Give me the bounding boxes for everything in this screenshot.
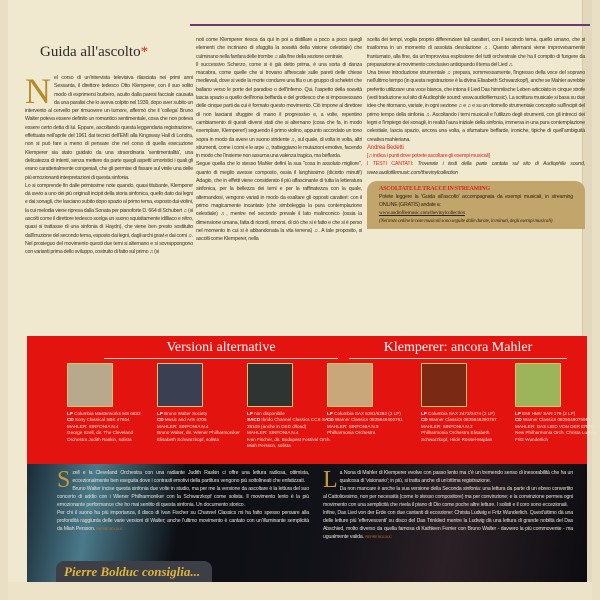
cd-line xyxy=(421,417,505,423)
format-label: LP xyxy=(67,411,73,416)
paragraph-text: a Nona di Mahler di Klemperer evolve con passo lento ma c'è un tremendo senso di inesorabilità che ha un qualcosa di 'visionario'; in più, si tratta anche di un'ottima registrazione. xyxy=(339,470,573,484)
recommendation-right xyxy=(323,469,573,541)
page-title xyxy=(40,44,148,61)
album-cover xyxy=(247,363,293,407)
section-klemperer-mahler: Klemperer: ancora Mahler xyxy=(349,340,567,359)
performers: Ivan Fischer, dir. Budapest Festival Orch. Miah Persson, solista xyxy=(247,436,331,449)
recommendation-left xyxy=(57,469,309,533)
streaming-link[interactable]: www.audiofilemusic.com/thevinylcollection xyxy=(379,210,465,217)
title-asterisk: * xyxy=(140,44,149,60)
title-text: Guida all'ascolto xyxy=(40,44,141,60)
album-cover xyxy=(327,363,373,407)
lp-info: Bruno Walter Society xyxy=(162,411,208,416)
performers: George Szell, dir. The Cleveland Orchestra Judith Raskin, solista xyxy=(67,430,134,442)
cd-info: Sony Classical SBK 47654 xyxy=(73,417,130,423)
cd-line xyxy=(515,417,599,423)
paragraph-text: zell e la Cleveland Orchestra con una radiante Judith Raskin ci offre una lettura radiosa, ottimista, eccezionalmente ben eseguita dove i contrasti emotivi della partitura vengono più sottolineati che enfatizzati. xyxy=(72,470,309,484)
lp-info: Columbia SAX 5281/5282 (2 LP) xyxy=(332,411,401,416)
format-label: CD xyxy=(327,417,334,423)
sung-texts-note xyxy=(367,160,585,177)
cd-line xyxy=(247,417,331,430)
paragraph: Il successivo Scherzo, come si è già detto prima, è una sorta di danza macabra, come quelle che si trovano affrescate sulle pareti delle chiese medievali, dove si vede la morte condurre una fila o un gruppo di scheletri che ballano verso le porte del paradiso o dell'inferno. Qui, l'aspetto della soavità lascia spazio a quello dell'ironia beffarda e del grottesco che si impossessano delle cinque parti da cui è formato questo movimento. Ciò impone al direttore di non lasciarsi sfuggire di mano il progressivo e, a volte, repentino cambiamento di questi diversi stati che si alternano (cosa che fa, in modo esemplare, Klemperer!) seguendo il primo violino, appunto accordato un tono sopra in modo da avere un suono stridente ♫, sul quale, di volta in volta, altri strumenti, come i corni e le arpe ♫, tratteggiano le mutazioni emotive, facendo in modo che l'insieme non assuma una valenza tragica, ma beffarda. xyxy=(196,61,362,160)
album-caption xyxy=(515,411,599,443)
performers: Philharmonia Orchestra xyxy=(327,430,376,436)
sung-label: I TESTI CANTATI: xyxy=(367,161,414,168)
cd-line xyxy=(327,417,411,423)
work-title: MAHLER: DAS LIED VON DER ERDE xyxy=(515,423,594,429)
format-label: LP xyxy=(157,411,163,416)
format-label: LP xyxy=(247,411,253,416)
cd-info: Ibrido Channel Classics CCS SA 26109 (anche in DSD d/load) xyxy=(247,417,328,429)
format-label: LP xyxy=(327,411,333,416)
album-entry xyxy=(421,363,505,443)
paragraph: scelta dei tempi, voglia proprio differenziare tali caratteri, con il secondo tema, quello umano, che si trasforma in un momento di assoluta desolazione ♫. Questo alternarsi viene improvvisamente frantumato, alla fine, da un'improvvisa esplosione del tutti orchestrale che ha il compito di fungere da preparazione al movimento conclusivo anticipando il tema del Lied ♫. xyxy=(367,37,585,68)
paragraph-text: Infine, Das Lied von der Erde con due cantanti di eccezione: Christa Ludwig e Fritz Wunderlich. Quest'ultimo dà una delle letture più 'effervescenti' su disco del Das Trinklied mentre la Ludwig dà una lettura di grande nobiltà del Das Abschied, molto diverso da quella famosa di Kathleen Ferrier con Bruno Walter - davvero la più commovente - ma ugualmente valida. xyxy=(323,510,573,540)
album-entry xyxy=(247,363,331,449)
paragraph xyxy=(323,509,573,541)
album-entry xyxy=(67,363,151,443)
author: Andrea Bedetti xyxy=(367,144,404,151)
column-2 xyxy=(196,36,362,243)
cd-info: Music and Arts 4705 xyxy=(163,417,207,423)
format-label: CD xyxy=(157,417,164,423)
page-bottom-margin xyxy=(8,582,592,600)
performers: Bruno Walter, dir. Wiener Philharmoniker Elisabeth Schwarzkopf, solista xyxy=(157,430,240,442)
paragraph-text: Per chi il suono ha più importanza, il disco di Ivan Fischer su Channel Classics mi ha fatto spesso pensare alla profondità raggiunta delle varie versioni di Walter; anche l'ultimo movimento è cantato con un'illuminante semplicità da Miah Persson. xyxy=(57,510,309,532)
album-caption xyxy=(67,411,151,443)
streaming-box xyxy=(367,181,585,229)
paragraph xyxy=(323,467,573,493)
album-caption xyxy=(157,411,241,443)
paragraph: Segue quella che lo stesso Mahler definì la sua "cosa in assoluto migliore", quanto di meglio avesse composto, ossia il lunghissimo (diciotto minuti!) Adagio, che in effetti viene considerato il più affascinante di tutta la letteratura sinfonica, per la bellezza dei temi e per la raffinatezza con la quale, alternandosi, vengono variati in modo da esaltare gli opposti caratteri: con il primo magicamente incantato (che simboleggia la pura contemplazione celestiale) ♫, mentre nel secondo prevale il lato malinconico (ossia la dimensione umana, fatta di ricordi, rimorsi, di ciò che si è fatto e che si è perso nel momento in cui si è abbandonata la vita terrena) ♫. A tale proposito, si ascolti come Klemperer, nella xyxy=(196,161,362,243)
album-cover xyxy=(67,363,113,407)
album-entry xyxy=(327,363,411,437)
discography-panel xyxy=(27,336,598,464)
format-label: CD xyxy=(67,417,74,423)
streaming-text: Potete leggere la 'Guida all'ascolto' accompagnata da esempi musicali, in streaming ONLINE (GRATIS) andate a: xyxy=(379,194,573,209)
format-label: CD xyxy=(421,417,428,423)
paragraph: Bruno Walter incise questa sinfonia due volte in studio, ma per me la versione da ascoltare è la lettura del suo concerto di addio con i Wiener Philharmoniker con la Schwarzkopf come solista. Il movimento lento è la più emozionante performance che ho mai sentito di questa sinfonia. Un documento storico. xyxy=(57,486,309,508)
pierre-bolduc-tab: Pierre Bolduc consiglia... xyxy=(56,561,212,582)
paragraph xyxy=(25,71,193,182)
paragraph-text: el corso di un'intervista televisiva rilasciata nei primi anni Sessanta, il direttore tedesco Otto Klemperer, con il suo solito modo di esprimersi burbero, acuito dalla paresi facciale causata da una paralisi che lo aveva colpito nel 1939, dopo aver subito un intervento al cervello per rimuovere un tumore, affermò che il 'collega' Bruno Walter poteva essere definito un romantico sentimentale, cosa che non poteva essere certo detta di lui. Eppure, ascoltando questa leggendaria registrazione, effettuata nell'aprile del 1961 dai tecnici dell'EMI alla Kingsway Hall di Londra, non si può fare a meno di pensare che nel corso di quella esecuzione Klemperer sia stato guidato da una straordinaria 'sentimentalità', una delicatezza di intenti, senza mettere da parte quegli aspetti umoristici i quali gli erano caratterialmente congeniali, che gli permise di fissare sul vinile una delle più emozionanti interpretazioni di questa sinfonia. xyxy=(25,75,193,181)
drop-cap: L xyxy=(323,467,338,493)
work-title: MAHLER: SINFONIA N.9 xyxy=(327,423,379,429)
lp-info: EMI HMV SAN 179 (2 LP) xyxy=(520,411,576,416)
work-title: MAHLER: SINFONIA N.4 xyxy=(157,423,209,429)
paragraph: Una breve introduzione strumentale ♫ prepara, sommessamente, l'ingresso della voce del soprano nell'ultimo tempo (in questa registrazione è la divina Elisabeth Schwarzkopf), anche se Mahler avrebbe preferito utilizzare una voce bianca, che intona il Lied Das himmlische Leben articolato in cinque strofe (vedi traduzione sul sito di Audiophile sound: www.audiofilemusic). La scrittura musicale si basa su due idee che ritornano, variate, in ogni sezione ♫ e ♫ e su un ritornello strumentale concepito sull'incipit del primo tempo della sinfonia ♫. Ascoltando i temi musicali e l'utilizzo degli strumenti, con gli intrecci dei legni e l'impiego dei sonagli, in realtà l'aura iniziale della sinfonia, immersa in una pura contemplazione celestiale, lascia spazio, ancora una volta, a sfumature beffarde, ironiche, tipiche di quell'ambiguità creativa mahleriana. xyxy=(367,70,585,143)
performers: Philharmonia Orchestra Elisabeth Schwarzkopf, Hilde Rössel-Majdan xyxy=(421,430,493,442)
album-cover xyxy=(515,363,561,407)
performers: New Philharmonia Orch. Christa Ludwig, Fritz Wunderlich xyxy=(515,430,598,442)
album-entry xyxy=(515,363,599,443)
format-label: SACD xyxy=(247,417,261,423)
paragraph: Da non mancare è anche la sua versione della Seconda sinfonia: una lettura da parte di un ebreo convertito al Cattolicesimo, non per necessità (come lo stesso compositore) ma per convinzione; e la convinzione permea ogni movimento con una semplicità che rivela il piano di Dio come poche altre letture. I solisti e il coro sono eccezionali. xyxy=(323,486,573,508)
album-caption xyxy=(247,411,331,449)
cd-info: Warner Classics 0825646400751 xyxy=(333,417,403,423)
music-note-legend: [♫ indica i punti dove potrete ascoltare gli esempi musicali] xyxy=(367,153,490,160)
drop-cap: S xyxy=(57,467,71,493)
lp-info: Columbia Masterworks MS 6833 xyxy=(72,411,141,416)
signature: PIERRE BOLDUC xyxy=(365,535,392,539)
cd-info: Warner Classics 0825646075983 xyxy=(521,417,591,423)
album-caption xyxy=(327,411,411,437)
cd-info: Warner Classics 0825646290757 xyxy=(427,417,497,423)
work-title: MAHLER: SINFONIA N.4 xyxy=(67,423,119,429)
streaming-note: (Nel testo online le note musicali sono seguite dalle durate, in minuti, degli esempi musicali) xyxy=(379,218,553,225)
format-label: LP xyxy=(421,411,427,416)
drop-cap: N xyxy=(25,71,51,111)
column-3 xyxy=(367,36,585,229)
signature: PIERRE BOLDUC xyxy=(96,527,123,531)
album-caption xyxy=(421,411,505,443)
paragraph xyxy=(57,467,309,493)
lp-info: Columbia SAX 2473/2474 (2 LP) xyxy=(426,411,495,416)
top-rule xyxy=(190,24,590,26)
format-label: LP xyxy=(515,411,521,416)
album-cover xyxy=(421,363,467,407)
format-label: CD xyxy=(515,417,522,423)
section-alternative-versions: Versioni alternative xyxy=(104,340,338,359)
column-1 xyxy=(25,71,193,257)
paragraph: noti come Klemperer riesca da qui in poi a distillare a poco a poco quegli elementi che incrinano di sfuggita la soavità della visione celestiale) che culminano nella fanfara delle trombe ♫ alla fine della sezione centrale. xyxy=(196,37,362,60)
album-entry xyxy=(157,363,241,443)
album-cover xyxy=(157,363,203,407)
streaming-heading: ASCOLTATE LE TRACCE IN STREAMING xyxy=(379,186,490,193)
work-title: MAHLER: SINFONIA N.2 xyxy=(421,423,473,429)
paragraph xyxy=(57,509,309,533)
lp-info: non disponibile xyxy=(252,411,285,416)
paragraph: Lo si comprende fin dalle primissime note quando, quasi titubante, Klemperer dà avvio a uno dei più originali incipit della storia sinfonica, quello dato dai legni e dai sonagli, che lasciano subito dopo spazio al primo tema, esposto dai violini, la cui melodia viene ripresa dalla Sonata per pianoforte D. 664 di Schubert ♫ (si ascolti come il direttore tedesco scelga un suono squisitamente idilliaco e rétro, quasi si trattasse di una sinfonia di Haydn), che viene ben presto sostituito dall'irruzione del secondo tema, esposto dai legni, dagli archi gravi e dai corni ♫. Nel prosieguo del movimento questi due temi si alternano e si sovrappongono con varianti prima dello sviluppo, costruito di fatto sul primo ♫ (si xyxy=(25,182,193,256)
sung-text: Troverete i testi della parte cantata sul sito di Audiophile sound, www.audiofilemusic.com/thevinylcollection xyxy=(367,161,585,176)
work-title: MAHLER: SINFONIA N.4 xyxy=(247,430,299,436)
